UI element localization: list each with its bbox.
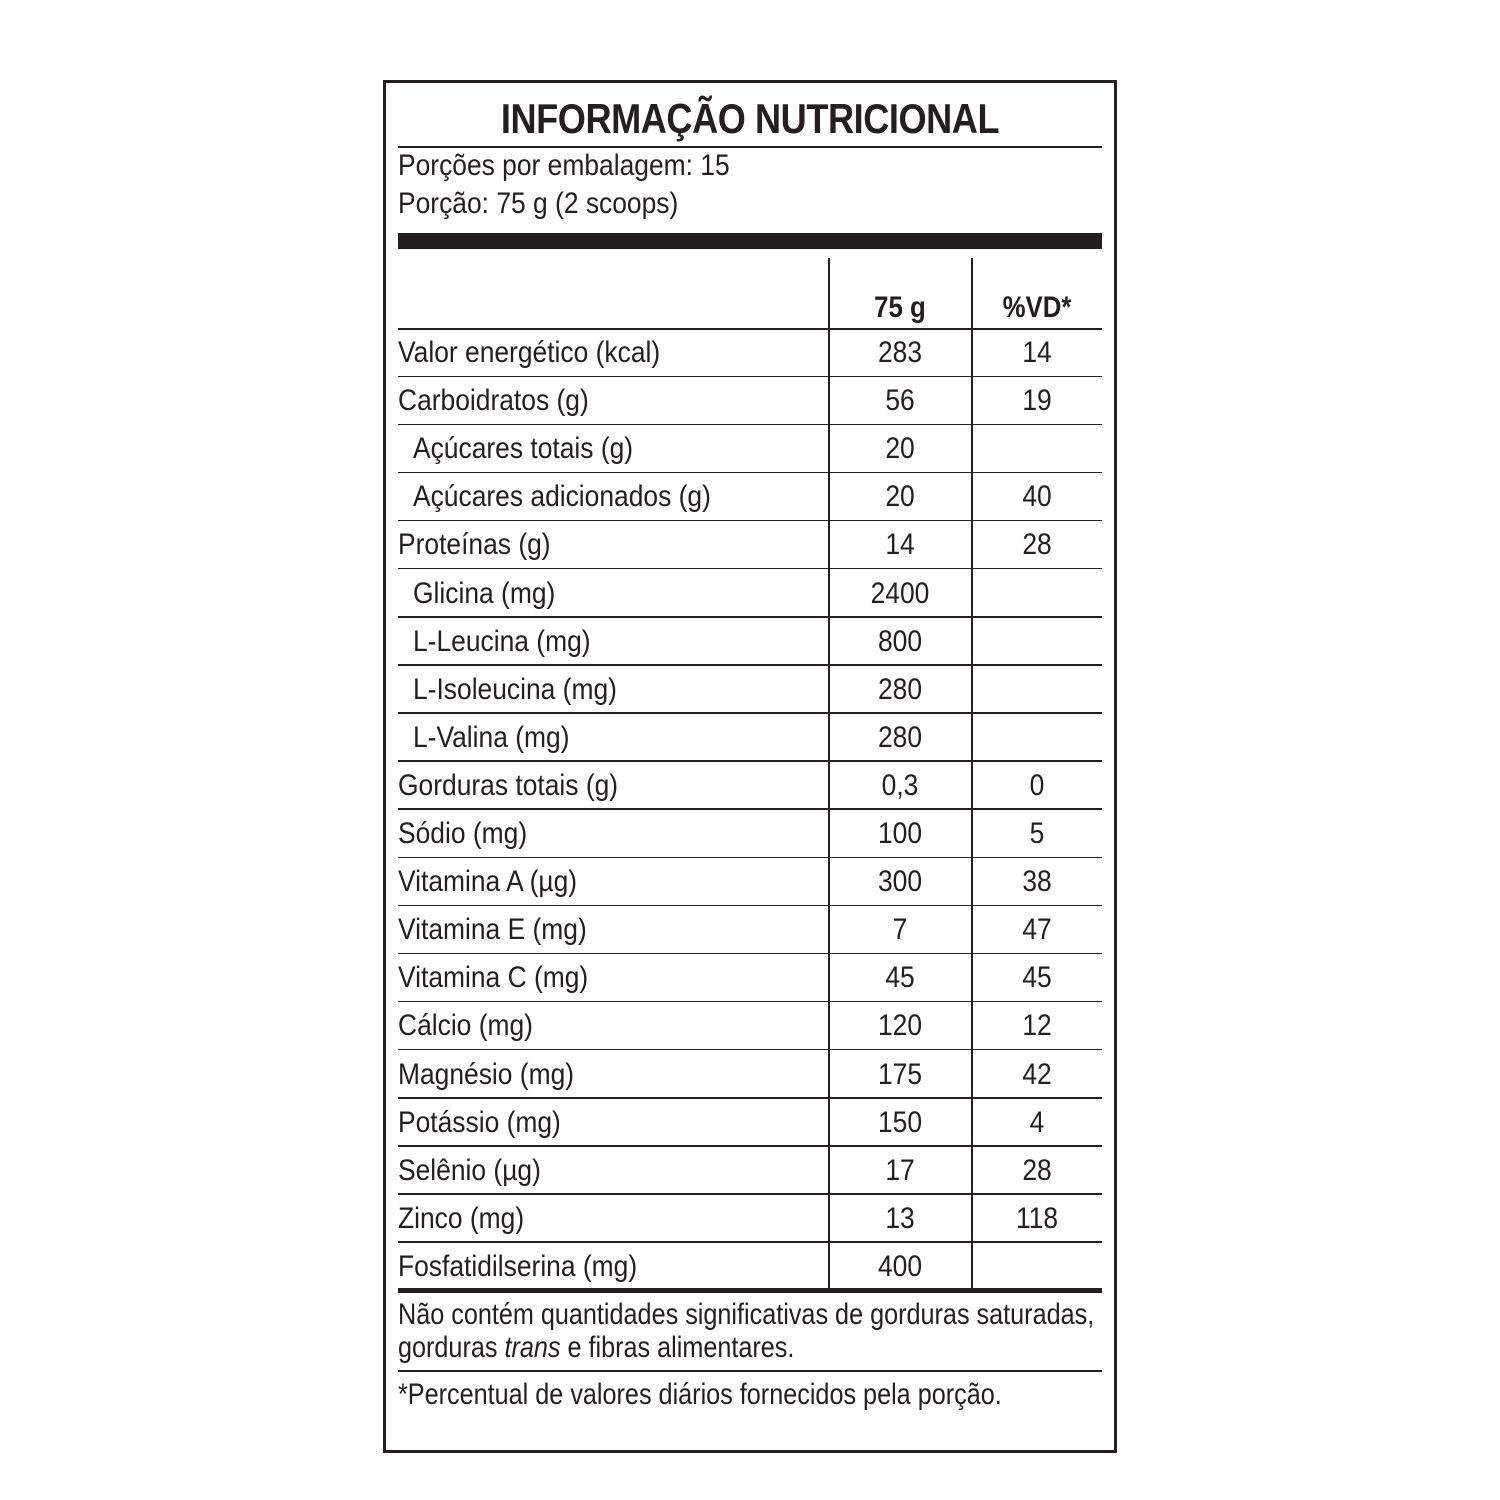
nutrient-name: Potássio (mg): [398, 1105, 561, 1139]
footer-divider: [398, 1288, 1102, 1293]
nutrient-amount: 280: [877, 720, 923, 754]
nutrient-dv: 47: [1022, 913, 1052, 947]
nutrient-amount: 56: [885, 384, 915, 418]
thick-divider: [398, 233, 1102, 249]
nutrient-dv: 38: [1022, 865, 1052, 899]
nutrient-table: [398, 258, 1102, 1288]
nutrient-amount: 150: [877, 1105, 923, 1139]
nutrient-name: Vitamina A (µg): [398, 865, 578, 899]
nutrient-name: Sódio (mg): [398, 817, 528, 850]
table-row: [398, 714, 1102, 762]
table-row: [398, 1099, 1102, 1147]
nutrient-dv: 4: [1029, 1105, 1045, 1139]
nutrient-amount: 175: [877, 1057, 923, 1091]
nutrient-amount: 300: [877, 865, 923, 899]
nutrient-name: Selênio (µg): [398, 1153, 541, 1187]
nutrient-name: Magnésio (mg): [398, 1057, 575, 1091]
nutrient-dv: 12: [1022, 1009, 1052, 1043]
nutrient-amount: 7: [892, 913, 908, 947]
nutrient-name: Proteínas (g): [398, 528, 551, 562]
nutrient-dv: 28: [1022, 1153, 1052, 1187]
table-row: [398, 425, 1102, 473]
nutrient-amount: 20: [885, 432, 915, 466]
nutrient-amount: 100: [877, 817, 923, 850]
nutrient-dv: [980, 666, 1094, 714]
nutrient-amount: 400: [877, 1249, 923, 1283]
nutrient-name: L-Valina (mg): [413, 720, 570, 754]
nutrient-dv: 118: [1015, 1201, 1059, 1235]
table-row: [398, 570, 1102, 618]
nutrition-facts-label: [383, 80, 1117, 1453]
nutrient-name: Fosfatidilserina (mg): [398, 1249, 638, 1283]
servings-per-package: Porções por embalagem: 15: [398, 149, 730, 182]
nutrient-dv: 14: [1022, 336, 1052, 369]
table-row: [398, 1002, 1102, 1050]
table-row: [398, 1147, 1102, 1195]
nutrient-name: Vitamina C (mg): [398, 961, 589, 995]
table-row: [398, 906, 1102, 954]
nutrient-dv: 42: [1022, 1057, 1052, 1091]
label-title: INFORMAÇÃO NUTRICIONAL: [500, 95, 1000, 142]
nutrient-dv: 28: [1022, 528, 1052, 562]
footnote-line-2-end: e fibras alimentares.: [560, 1331, 795, 1364]
table-row: [398, 618, 1102, 666]
table-row: [398, 1051, 1102, 1099]
nutrient-name: L-Leucina (mg): [413, 624, 591, 658]
amount-column-header: 75 g: [874, 291, 926, 324]
nutrient-dv: 5: [1029, 817, 1045, 850]
nutrient-name: Gorduras totais (g): [398, 768, 619, 802]
table-row: [398, 521, 1102, 569]
nutrient-dv: [980, 618, 1094, 666]
footnote-line-2-start: gorduras: [398, 1331, 505, 1364]
nutrient-name: Carboidratos (g): [398, 384, 589, 418]
footnote-line-2: [398, 1331, 794, 1364]
table-row: [398, 954, 1102, 1002]
nutrient-dv: 45: [1022, 961, 1052, 995]
table-row: [398, 858, 1102, 906]
nutrient-name: Cálcio (mg): [398, 1009, 533, 1043]
nutrient-amount: 45: [885, 961, 915, 995]
nutrient-amount: 283: [877, 336, 923, 369]
table-row: [398, 810, 1102, 858]
nutrient-dv: [980, 570, 1094, 618]
nutrient-dv: 40: [1022, 480, 1052, 514]
nutrient-amount: 14: [885, 528, 915, 562]
nutrient-amount: 0,3: [881, 768, 919, 802]
nutrient-dv: 0: [1029, 768, 1045, 802]
nutrient-name: L-Isoleucina (mg): [413, 672, 617, 706]
footnote-line-1: Não contém quantidades significativas de gorduras saturadas,: [398, 1298, 1095, 1331]
nutrient-name: Açúcares totais (g): [413, 432, 634, 466]
dv-footnote: *Percentual de valores diários fornecidos pela porção.: [398, 1378, 1002, 1411]
label-inner: [398, 83, 1102, 1450]
dv-column-header: %VD*: [1002, 291, 1072, 324]
nutrient-dv: [980, 1243, 1094, 1291]
nutrient-amount: 120: [877, 1009, 923, 1043]
nutrient-amount: 13: [885, 1201, 915, 1235]
table-row: [398, 1195, 1102, 1243]
nutrient-amount: 800: [877, 624, 923, 658]
table-row: [398, 666, 1102, 714]
table-row: [398, 762, 1102, 810]
nutrient-name: Açúcares adicionados (g): [413, 480, 711, 514]
table-row: [398, 1243, 1102, 1291]
footnote-trans-italic: trans: [504, 1331, 561, 1364]
table-row: [398, 473, 1102, 521]
nutrient-name: Zinco (mg): [398, 1201, 525, 1235]
nutrient-amount: 2400: [870, 576, 930, 610]
nutrient-amount: 280: [877, 672, 923, 706]
nutrient-name: Valor energético (kcal): [398, 336, 661, 369]
nutrient-name: Vitamina E (mg): [398, 913, 587, 947]
nutrient-dv: 19: [1022, 384, 1052, 418]
nutrient-name: Glicina (mg): [413, 576, 556, 610]
serving-size: Porção: 75 g (2 scoops): [398, 187, 679, 220]
table-row: [398, 377, 1102, 425]
nutrient-amount: 20: [885, 480, 915, 514]
nutrient-dv: [980, 714, 1094, 762]
footnote-divider: [398, 1370, 1102, 1372]
nutrient-amount: 17: [885, 1153, 915, 1187]
table-row: [398, 329, 1102, 377]
nutrient-dv: [980, 425, 1094, 473]
